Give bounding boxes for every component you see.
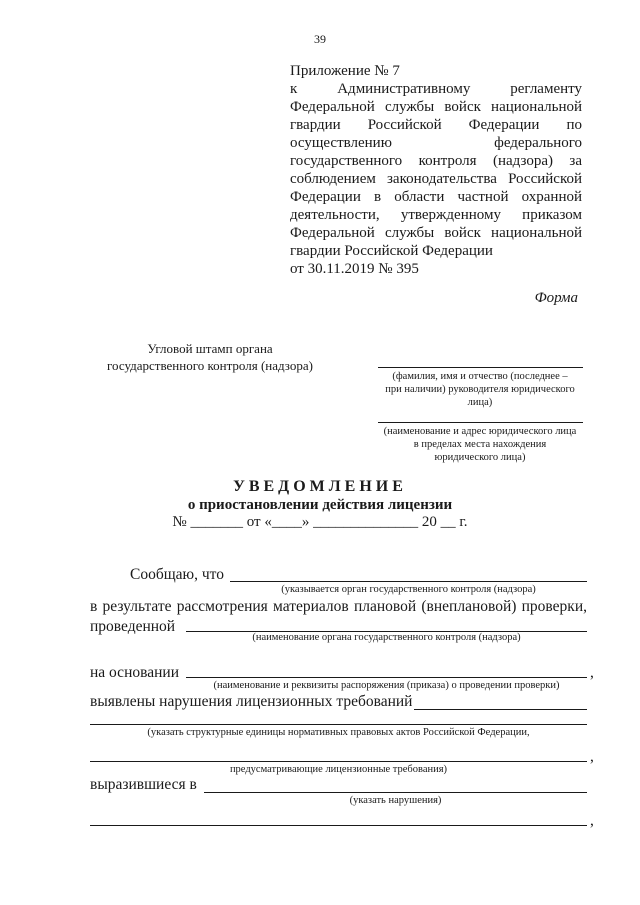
caption-line: при наличии) руководителя юридического: [385, 384, 575, 395]
form-label: Форма: [534, 290, 578, 306]
vyyavleny-label: выявлены нарушения лицензионных требований: [90, 693, 413, 710]
comma: ,: [590, 812, 594, 829]
stamp-line: Угловой штамп органа: [147, 341, 273, 356]
appendix-line: Приложение № 7: [290, 63, 400, 79]
narush-field-line[interactable]: [90, 825, 587, 826]
comma: ,: [590, 664, 594, 681]
recipient-name-caption: [372, 370, 588, 409]
caption-line: лица): [467, 397, 493, 408]
appendix-line: Федеральной службы войск национальной: [290, 225, 582, 241]
vyrazivshiesya-field-line[interactable]: [204, 792, 587, 793]
na-osnovanii-label: на основании: [90, 664, 179, 681]
appendix-line: гвардии Российской Федерации по: [290, 117, 582, 133]
naim-organa-caption: (наименование органа государственного контроля (надзора): [252, 632, 521, 643]
appendix-block: [290, 62, 582, 278]
comma: ,: [590, 748, 594, 765]
vyrazivshiesya-label: выразившиеся в: [90, 776, 197, 793]
appendix-line: Федеральной службы войск национальной: [290, 99, 582, 115]
organ-caption: (указывается орган государственного контроля (надзора): [281, 584, 536, 595]
appendix-line: Федерации в области частной охранной: [290, 189, 582, 205]
appendix-line: к Административному регламенту: [290, 81, 582, 97]
v-rezultate-text: в результате рассмотрения материалов плановой (внеплановой) проверки,: [90, 598, 587, 615]
appendix-line: от 30.11.2019 № 395: [290, 261, 419, 277]
rasporyazh-caption: (наименование и реквизиты распоряжения (приказа) о проведении проверки): [213, 680, 560, 691]
caption-line: (фамилия, имя и отчество (последнее –: [392, 371, 568, 382]
caption-line: в пределах места нахождения: [413, 439, 547, 450]
struct-caption: (указать структурные единицы нормативных правовых актов Российской Федерации,: [147, 727, 530, 738]
predus-caption: предусматривающие лицензионные требования): [229, 764, 448, 775]
caption-line: юридического лица): [434, 452, 526, 463]
struct-field-line[interactable]: [90, 724, 587, 725]
document-subtitle: о приостановлении действия лицензии: [187, 497, 453, 513]
appendix-line: деятельности, утвержденному приказом: [290, 207, 582, 223]
organ-field-line[interactable]: [230, 581, 587, 582]
soobschayu-label: Сообщаю, что: [130, 566, 224, 583]
stamp-label: [100, 340, 320, 374]
appendix-line: государственного контроля (надзора) за: [290, 153, 582, 169]
recipient-org-line: [378, 422, 583, 423]
appendix-line: осуществлению федерального: [290, 135, 582, 151]
vyyavleny-field-line[interactable]: [414, 709, 587, 710]
recipient-org-caption: [372, 425, 588, 464]
caption-line: (наименование и адрес юридического лица: [383, 426, 577, 437]
page-number: 39: [314, 32, 326, 46]
document-title: УВЕДОМЛЕНИЕ: [233, 478, 407, 495]
na-osnovanii-field-line[interactable]: [186, 677, 587, 678]
appendix-line: соблюдением законодательства Российской: [290, 171, 582, 187]
recipient-name-line: [378, 367, 583, 368]
stamp-line: государственного контроля (надзора): [107, 358, 313, 373]
predus-field-line[interactable]: [90, 761, 587, 762]
appendix-line: гвардии Российской Федерации: [290, 243, 493, 259]
document-number-line: № _______ от «____» ______________ 20 __ г.: [172, 514, 468, 530]
narush-caption: (указать нарушения): [349, 795, 442, 806]
provedennoy-label: проведенной: [90, 618, 176, 635]
